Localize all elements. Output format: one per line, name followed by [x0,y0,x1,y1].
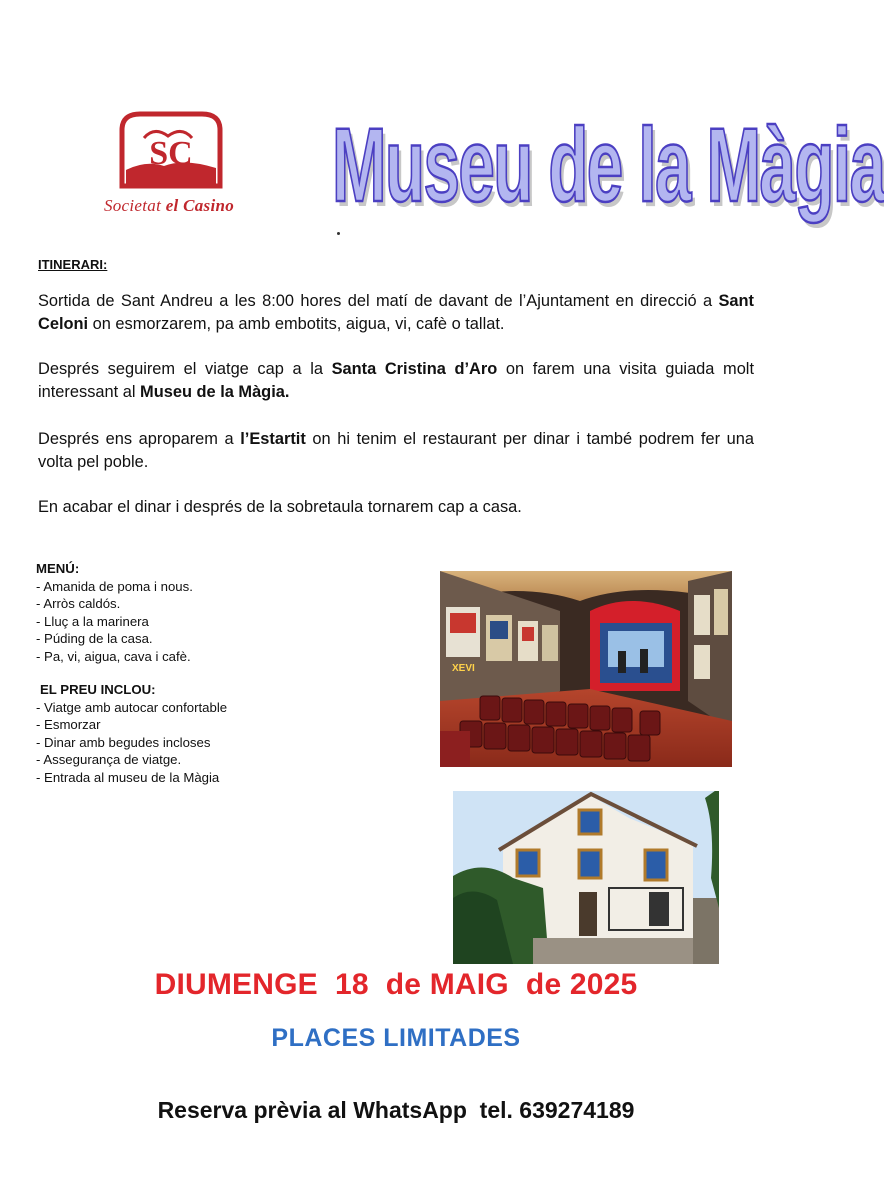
menu-title: MENÚ: [36,561,80,576]
includes-list [36,699,356,787]
logo-name [84,196,254,216]
menu-item: - Arròs caldós. [36,596,121,611]
menu-item: - Amanida de poma i nous. [36,578,193,594]
itinerary-paragraph-3: Després ens aproparem a l’Estartit on hi tenim el restaurant per dinar i també podrem fer una volta pel poble. [38,430,754,471]
casino-emblem-icon [84,108,254,198]
stray-dot [337,232,340,235]
itinerary-paragraph-4: En acabar el dinar i després de la sobretaula tornarem cap a casa. [38,498,522,516]
event-date: DIUMENGE 18 de MAIG de 2025 [154,968,638,1001]
itinerary-paragraph-1: Sortida de Sant Andreu a les 8:00 hores del matí de davant de l’Ajuntament en direcció a Sant Celoni on esmorzarem, pa amb embotits, aigua, vi, cafè o tallat. [38,292,754,333]
includes-item: - Esmorzar [36,717,101,732]
includes-item: - Dinar amb begudes incloses [36,734,211,750]
museum-theatre-photo [440,571,732,767]
itinerary-paragraph-2: Després seguirem el viatge cap a la Santa Cristina d’Aro on farem una visita guiada molt interessant al Museu de la Màgia. [38,360,755,401]
includes-item: - Viatge amb autocar confortable [36,699,228,715]
menu-item: - Pa, vi, aigua, cava i cafè. [36,648,191,664]
logo-name-prefix: Societat [103,196,162,215]
includes-item: - Entrada al museu de la Màgia [36,769,220,785]
headline [332,105,884,242]
svg-text:SC: SC [149,135,193,172]
menu-item: - Lluç a la marinera [36,613,149,629]
logo-name-bold: el Casino [165,196,235,215]
headline-text: Museu de la Màgia [332,105,884,224]
includes-item: - Assegurança de viatge. [36,752,182,767]
limited-places: PLACES LIMITADES [271,1024,521,1052]
menu-list [36,578,356,666]
includes-title: EL PREU INCLOU: [40,682,156,697]
stage-label: XEVI [452,663,475,674]
menu-item: - Púding de la casa. [36,631,153,646]
menu-block [36,560,356,786]
reservation-info: Reserva prèvia al WhatsApp tel. 639274189 [157,1097,635,1123]
museum-building-photo [453,788,719,964]
itinerary-title: ITINERARI: [38,257,108,272]
